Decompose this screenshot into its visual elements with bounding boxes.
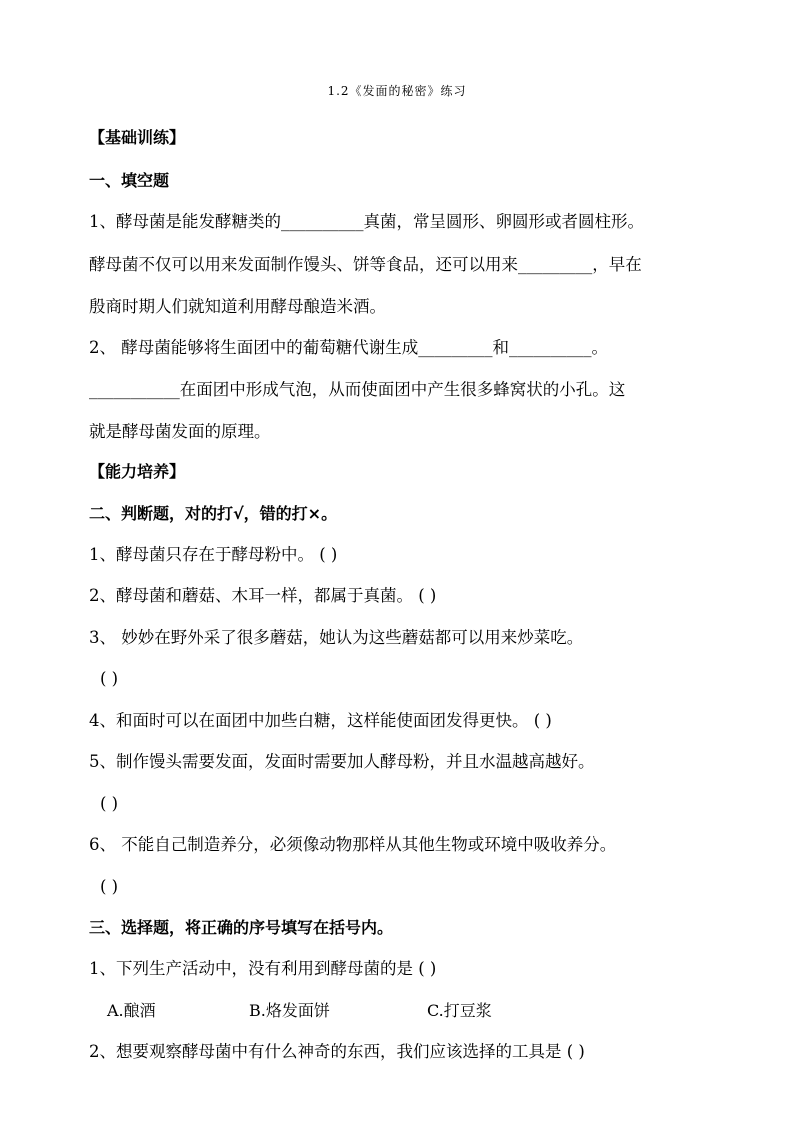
tf-question-4: 4、和面时可以在面团中加些白糖，这样能使面团发得更快。 ( ) <box>89 711 552 730</box>
mc-question-2: 2、想要观察酵母菌中有什么神奇的东西，我们应该选择的工具是 ( ) <box>89 1042 585 1061</box>
section-basic-heading: 【基础训练】 <box>89 128 186 147</box>
fill-question-1-line-3: 殷商时期人们就知道利用酵母酿造米酒。 <box>89 297 386 316</box>
tf-question-3-line-1: 3、 妙妙在野外采了很多蘑菇，她认为这些蘑菇都可以用来炒菜吃。 <box>89 628 584 647</box>
fill-question-2-line-2: ___________在面团中形成气泡，从而使面团中产生很多蜂窝状的小孔。这 <box>89 380 626 399</box>
tf-question-3-answer: ( ) <box>100 669 119 688</box>
tf-question-2: 2、酵母菌和蘑菇、木耳一样，都属于真菌。 ( ) <box>89 586 437 605</box>
tf-question-5-line-1: 5、制作馒头需要发面，发面时需要加人酵母粉，并且水温越高越好。 <box>89 752 595 771</box>
mc-question-1-option-c: C.打豆浆 <box>427 1001 492 1020</box>
page-title: 1.2《发面的秘密》练习 <box>327 84 467 98</box>
fill-question-1-line-1: 1、酵母菌是能发酵糖类的__________真菌，常呈圆形、卵圆形或者圆柱形。 <box>89 212 644 231</box>
tf-question-6-line-1: 6、 不能自己制造养分，必须像动物那样从其他生物或环境中吸收养分。 <box>89 835 617 854</box>
tf-question-6-answer: ( ) <box>100 877 119 896</box>
mc-question-1-option-b: B.烙发面饼 <box>249 1001 330 1020</box>
fill-question-1-line-2: 酵母菌不仅可以用来发面制作馒头、饼等食品，还可以用来_________，早在 <box>89 255 642 274</box>
fill-question-2-line-3: 就是酵母菌发面的原理。 <box>89 422 271 441</box>
fill-blank-heading: 一、填空题 <box>89 171 170 190</box>
mc-question-1: 1、下列生产活动中，没有利用到酵母菌的是 ( ) <box>89 959 437 978</box>
tf-question-1: 1、酵母菌只存在于酵母粉中。 ( ) <box>89 545 338 564</box>
true-false-heading: 二、判断题，对的打√，错的打×。 <box>89 504 338 523</box>
multiple-choice-heading: 三、选择题，将正确的序号填写在括号内。 <box>89 918 394 937</box>
fill-question-2-line-1: 2、 酵母菌能够将生面团中的葡萄糖代谢生成_________和__________。 <box>89 338 608 357</box>
section-ability-heading: 【能力培养】 <box>89 462 186 481</box>
tf-question-5-answer: ( ) <box>100 794 119 813</box>
mc-question-1-option-a: A.酿酒 <box>107 1001 156 1020</box>
